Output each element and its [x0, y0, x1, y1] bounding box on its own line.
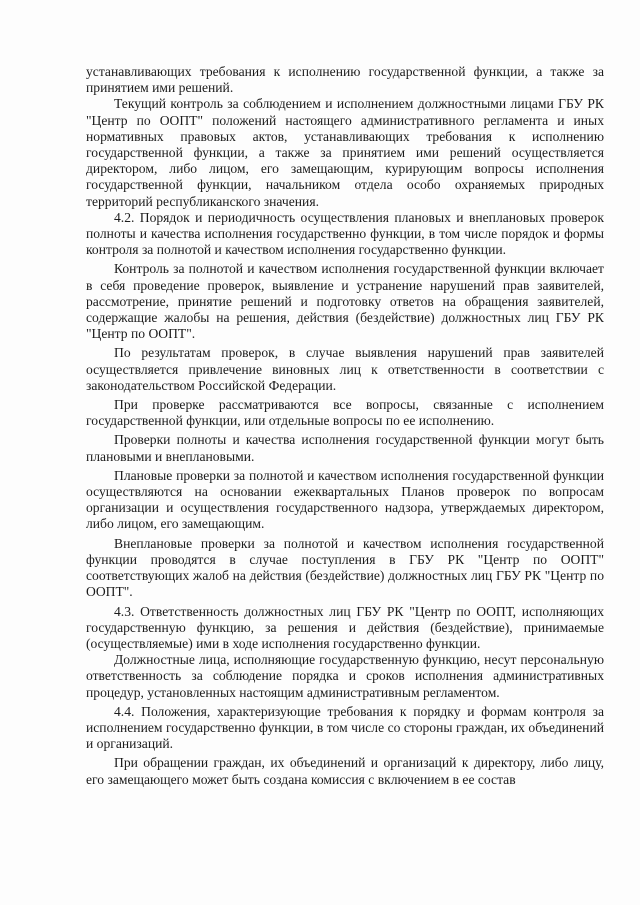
paragraph-inspection-results: По результатам проверок, в случае выявления нарушений прав заявителей осуществляется привлечение виновных лиц к ответственности в соответствии с законодательством Российской Федерации.: [86, 345, 604, 393]
paragraph-unplanned-inspections: Внеплановые проверки за полнотой и качеством исполнения государственной функции проводятся в случае поступления в ГБУ РК "Центр по ООПТ" соответствующих жалоб на действия (бездействие) должностных лиц ГБУ РК "Центр по ООПТ".: [86, 535, 604, 600]
paragraph-citizen-appeals: При обращении граждан, их объединений и организаций к директору, либо лицу, его замещающего может быть создана комиссия с включением в ее состав: [86, 755, 604, 787]
paragraph-planned-inspections: Плановые проверки за полнотой и качеством исполнения государственной функции осуществляются на основании ежеквартальных Планов проверок по вопросам организации и осуществления государственного надзора, утверждаемых директором, либо лицом, его замещающим.: [86, 467, 604, 532]
paragraph-current-control: Текущий контроль за соблюдением и исполнением должностными лицами ГБУ РК "Центр по ООПТ" положений настоящего административного регламента и иных нормативных правовых актов, устанавливающих требования к исполнению государственной функции, а также за принятием ими решений осуществляется директором, либо лицом, его замещающим, курирующим вопросы исполнения государственной функции, начальником отдела особо охраняемых природных территорий республиканского значения.: [86, 96, 604, 209]
paragraph-control-scope: Контроль за полнотой и качеством исполнения государственной функции включает в себя проведение проверок, выявление и устранение нарушений прав заявителей, рассмотрение, принятие решений и подготовку ответов на обращения заявителей, содержащие жалобы на решения, действия (бездействие) должностных лиц ГБУ РК "Центр по ООПТ".: [86, 261, 604, 342]
paragraph-inspection-types: Проверки полноты и качества исполнения государственной функции могут быть плановыми и внеплановыми.: [86, 432, 604, 464]
paragraph-continuation: устанавливающих требования к исполнению государственной функции, а также за принятием ими решений.: [86, 64, 604, 96]
paragraph-inspection-questions: При проверке рассматриваются все вопросы, связанные с исполнением государственной функции, или отдельные вопросы по ее исполнению.: [86, 397, 604, 429]
section-4-2-heading: 4.2. Порядок и периодичность осуществления плановых и внеплановых проверок полноты и качества исполнения государственно функции, в том числе порядок и формы контроля за полнотой и качеством исполнения государственно функции.: [86, 209, 604, 258]
section-4-4-heading: 4.4. Положения, характеризующие требования к порядку и формам контроля за исполнением государственно функции, в том числе со стороны граждан, их объединений и организаций.: [86, 703, 604, 752]
paragraph-officials-responsibility: Должностные лица, исполняющие государственную функцию, несут персональную ответственность за соблюдение порядка и сроков исполнения административных процедур, установленных настоящим административным регламентом.: [86, 652, 604, 700]
document-body: [86, 64, 604, 788]
section-4-3-heading: 4.3. Ответственность должностных лиц ГБУ РК "Центр по ООПТ, исполняющих государственную функцию, за решения и действия (бездействие), принимаемые (осуществляемые) ими в ходе исполнения государственно функции.: [86, 603, 604, 651]
